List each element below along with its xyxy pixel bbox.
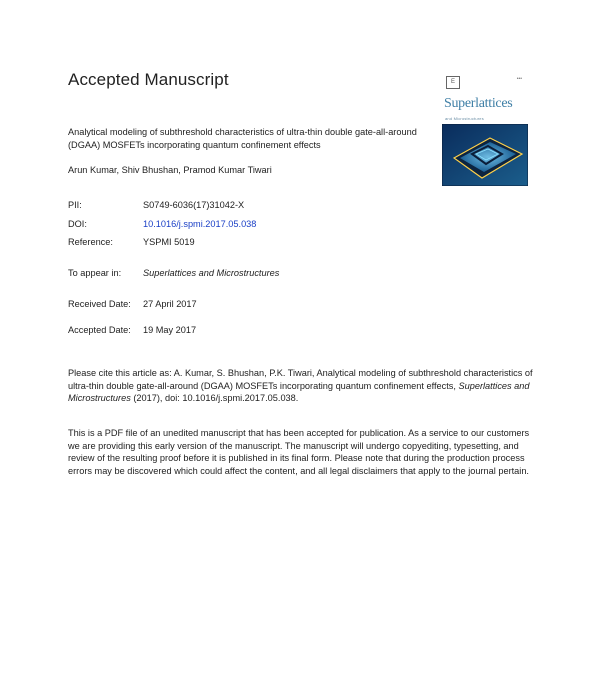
received-date-label: Received Date: — [68, 299, 131, 309]
accepted-date-label: Accepted Date: — [68, 325, 131, 335]
disclaimer-paragraph: This is a PDF file of an unedited manuscript that has been accepted for publication. As a service to our customers we are providing this early version of the manuscript. The manuscript will undergo copyediting, typesetting, and review of the resulting proof before it is published in its final form. Please note that during the production process errors may be discovered which could affect the content, and all legal disclaimers that apply to the journal pertain. — [68, 428, 530, 476]
tiny-mark-text: ••• — [516, 76, 522, 82]
journal-cover-image — [442, 124, 528, 186]
pii-label: PII: — [68, 200, 82, 210]
article-title: Analytical modeling of subthreshold characteristics of ultra-thin double gate-all-around (DGAA) MOSFETs incorporating quantum confinement effects — [68, 127, 417, 150]
appear-in-label: To appear in: — [68, 268, 122, 278]
journal-logo — [442, 76, 530, 186]
doi-link[interactable]: 10.1016/j.spmi.2017.05.038 — [143, 219, 257, 229]
appear-in-journal: Superlattices and Microstructures — [143, 268, 280, 278]
citation-doi: (2017), doi: 10.1016/j.spmi.2017.05.038. — [130, 393, 299, 404]
reference-label: Reference: — [68, 237, 113, 247]
doi-label: DOI: — [68, 219, 87, 229]
accepted-date-value: 19 May 2017 — [143, 325, 197, 335]
journal-name: Superlattices — [444, 96, 513, 111]
publisher-logo-icon: E — [446, 76, 460, 89]
journal-subtitle: and Microstructures — [445, 116, 484, 121]
received-date-value: 27 April 2017 — [143, 299, 197, 309]
reference-value: YSPMI 5019 — [143, 237, 195, 247]
page-heading: Accepted Manuscript — [68, 70, 229, 89]
citation-text: Please cite this article as: A. Kumar, S. Bhushan, P.K. Tiwari, Analytical modeling of subthreshold characteristics of ultra-thin double gate-all-around (DGAA) MOSFETs incorporating quantum confinement effects, — [68, 368, 533, 391]
citation-journal: Superlattices and Microstructures — [68, 380, 530, 404]
article-authors: Arun Kumar, Shiv Bhushan, Pramod Kumar Tiwari — [68, 165, 272, 175]
pii-value: S0749-6036(17)31042-X — [143, 200, 245, 210]
citation-paragraph — [68, 367, 538, 405]
